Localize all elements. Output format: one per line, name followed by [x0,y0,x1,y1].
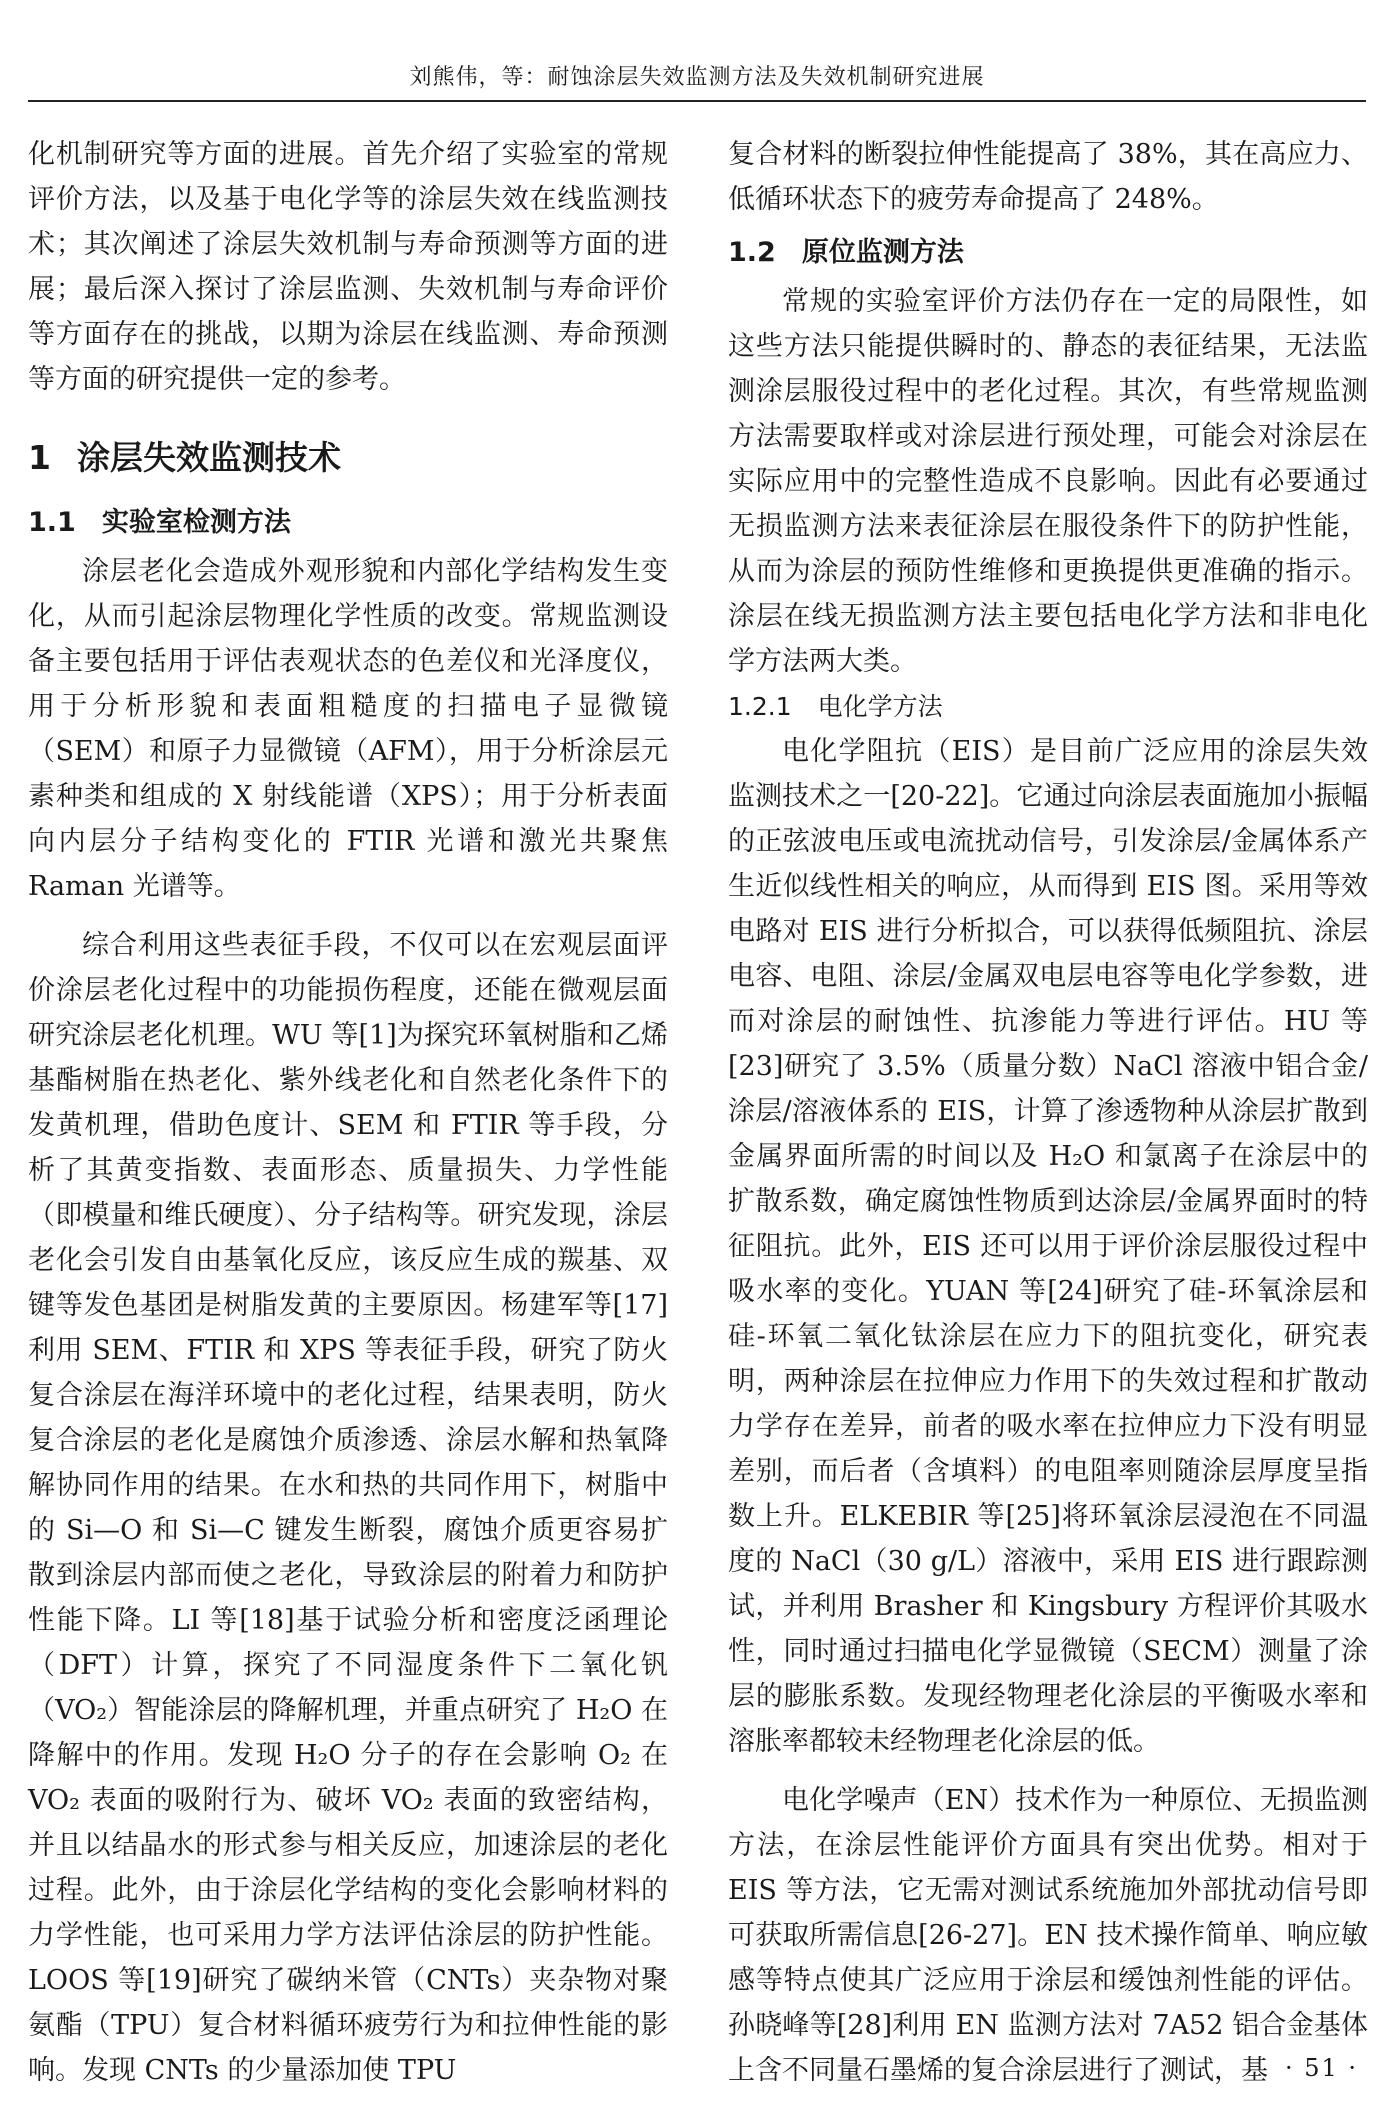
section-1-2-1-heading [728,684,1368,729]
right-column [728,132,1368,2093]
section-number: 1.2 [728,237,776,268]
section-1-2-heading [728,230,1368,275]
section-title: 原位监测方法 [801,237,964,268]
section-number: 1.1 [28,507,76,538]
section-title: 电化学方法 [817,692,943,721]
section-1-heading [28,436,668,480]
header-rule [28,100,1366,102]
running-header: 刘熊伟，等：耐蚀涂层失效监测方法及失效机制研究进展 [409,65,985,90]
section-number: 1 [28,438,51,477]
paragraph-gap [28,909,668,923]
body-paragraph: 电化学阻抗（EIS）是目前广泛应用的涂层失效监测技术之一[20-22]。它通过向涂层表面施加小振幅的正弦波电压或电流扰动信号，引发涂层/金属体系产生近似线性相关的响应，从而得到 EIS 图。采用等效电路对 EIS 进行分析拟合，可以获得低频阻抗、涂层电容、电阻、涂层/金属双电层电容等电化学参数，进而对涂层的耐蚀性、抗渗能力等进行评估。HU 等[23]研究了 3.5%（质量分数）NaCl 溶液中铝合金/涂层/溶液体系的 EIS，计算了渗透物种从涂层扩散到金属界面所需的时间以及 H₂O 和氯离子在涂层中的扩散系数，确定腐蚀性物质到达涂层/金属界面时的特征阻抗。此外，EIS 还可以用于评价涂层服役过程中吸水率的变化。YUAN 等[24]研究了硅-环氧涂层和硅-环氧二氧化钛涂层在应力下的阻抗变化，研究表明，两种涂层在拉伸应力作用下的失效过程和扩散动力学存在差异，前者的吸水率在拉伸应力下没有明显差别，而后者（含填料）的电阻率则随涂层厚度呈指数上升。ELKEBIR 等[25]将环氧涂层浸泡在不同温度的 NaCl（30 g/L）溶液中，采用 EIS 进行跟踪测试，并利用 Brasher 和 Kingsbury 方程评价其吸水性，同时通过扫描电化学显微镜（SECM）测量了涂层的膨胀系数。发现经物理老化涂层的平衡吸水率和溶胀率都较未经物理老化涂层的低。 [728,736,1368,1757]
left-column [28,132,668,2093]
body-paragraph: 综合利用这些表征手段，不仅可以在宏观层面评价涂层老化过程中的功能损伤程度，还能在微观层面研究涂层老化机理。WU 等[1]为探究环氧树脂和乙烯基酯树脂在热老化、紫外线老化和自然老化条件下的发黄机理，借助色度计、SEM 和 FTIR 等手段，分析了其黄变指数、表面形态、质量损失、力学性能（即模量和维氏硬度）、分子结构等。研究发现，涂层老化会引发自由基氧化反应，该反应生成的羰基、双键等发色基团是树脂发黄的主要原因。杨建军等[17]利用 SEM、FTIR 和 XPS 等表征手段，研究了防火复合涂层在海洋环境中的老化过程，结果表明，防火复合涂层的老化是腐蚀介质渗透、涂层水解和热氧降解协同作用的结果。在水和热的共同作用下，树脂中的 Si—O 和 Si—C 键发生断裂，腐蚀介质更容易扩散到涂层内部而使之老化，导致涂层的附着力和防护性能下降。LI 等[18]基于试验分析和密度泛函理论（DFT）计算，探究了不同湿度条件下二氧化钒（VO₂）智能涂层的降解机理，并重点研究了 H₂O 在降解中的作用。发现 H₂O 分子的存在会影响 O₂ 在 VO₂ 表面的吸附行为、破坏 VO₂ 表面的致密结构，并且以结晶水的形式参与相关反应，加速涂层的老化过程。此外，由于涂层化学结构的变化会影响材料的力学性能，也可采用力学方法评估涂层的防护性能。LOOS 等[19]研究了碳纳米管（CNTs）夹杂物对聚氨酯（TPU）复合材料循环疲劳行为和拉伸性能的影响。发现 CNTs 的少量添加使 TPU [28,930,668,2086]
section-1-1-heading [28,500,668,545]
section-title: 涂层失效监测技术 [76,438,341,477]
section-number: 1.2.1 [728,692,792,721]
continued-paragraph: 复合材料的断裂拉伸性能提高了 38%，其在高应力、低循环状态下的疲劳寿命提高了 248%。 [728,139,1368,215]
section-title: 实验室检测方法 [101,507,291,538]
intro-paragraph: 化机制研究等方面的进展。首先介绍了实验室的常规评价方法，以及基于电化学等的涂层失效在线监测技术；其次阐述了涂层失效机制与寿命预测等方面的进展；最后深入探讨了涂层监测、失效机制与寿命评价等方面存在的挑战，以期为涂层在线监测、寿命预测等方面的研究提供一定的参考。 [28,139,668,395]
body-paragraph: 电化学噪声（EN）技术作为一种原位、无损监测方法，在涂层性能评价方面具有突出优势。相对于 EIS 等方法，它无需对测试系统施加外部扰动信号即可获取所需信息[26-27]。EN 技术操作简单、响应敏感等特点使其广泛应用于涂层和缓蚀剂性能的评估。孙晓峰等[28]利用 EN 监测方法对 7A52 铝合金基体上含不同量石墨烯的复合涂层进行了测试，基 [728,1785,1368,2086]
paragraph-gap [728,1764,1368,1778]
page-number: · 51 · [1284,2054,1358,2082]
body-paragraph: 常规的实验室评价方法仍存在一定的局限性，如这些方法只能提供瞬时的、静态的表征结果，无法监测涂层服役过程中的老化过程。其次，有些常规监测方法需要取样或对涂层进行预处理，可能会对涂层在实际应用中的完整性造成不良影响。因此有必要通过无损监测方法来表征涂层在服役条件下的防护性能，从而为涂层的预防性维修和更换提供更准确的指示。涂层在线无损监测方法主要包括电化学方法和非电化学方法两大类。 [728,286,1368,677]
body-paragraph: 涂层老化会造成外观形貌和内部化学结构发生变化，从而引起涂层物理化学性质的改变。常规监测设备主要包括用于评估表观状态的色差仪和光泽度仪，用于分析形貌和表面粗糙度的扫描电子显微镜（SEM）和原子力显微镜（AFM），用于分析涂层元素种类和组成的 X 射线能谱（XPS）；用于分析表面向内层分子结构变化的 FTIR 光谱和激光共聚焦 Raman 光谱等。 [28,556,668,902]
